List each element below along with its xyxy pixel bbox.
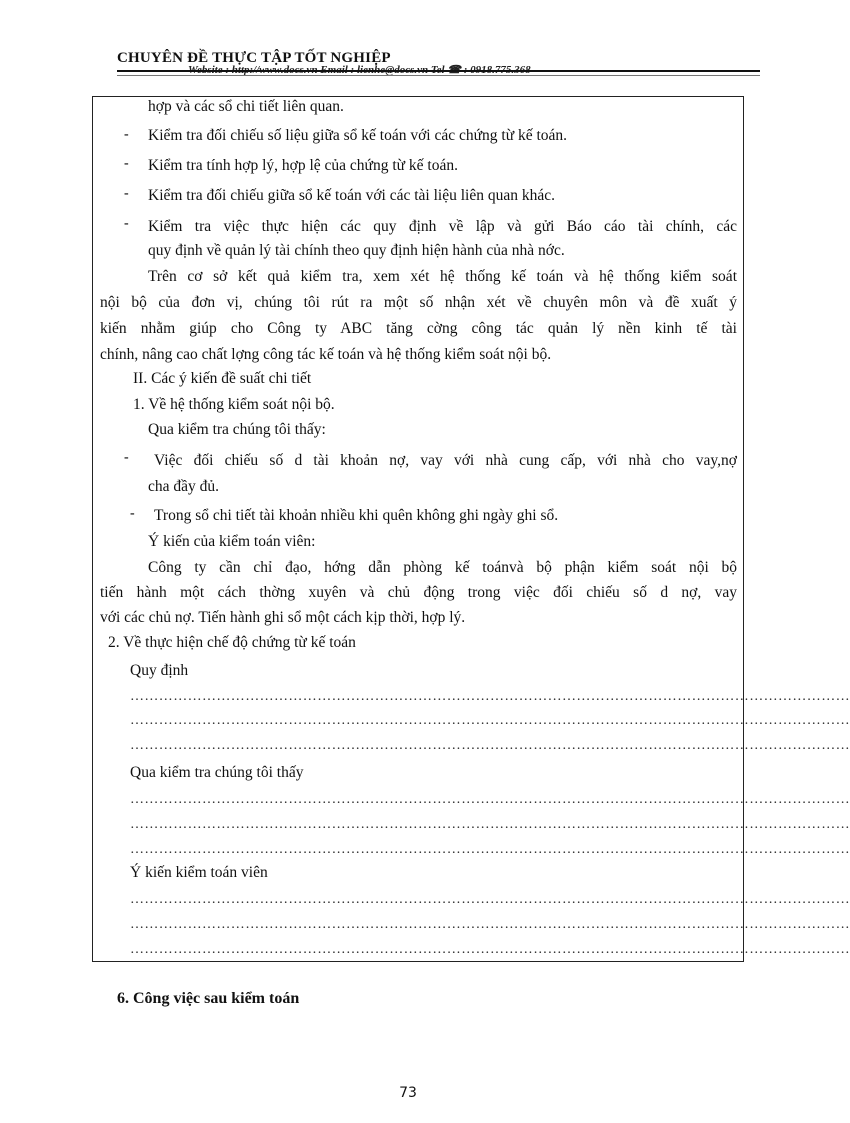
label-quy-dinh: Quy định <box>130 662 189 679</box>
dotted-line: …………………………………………………………………………………………………………………………………… <box>130 892 850 907</box>
dotted-line: …………………………………………………………………………………………………………………………………… <box>130 817 850 832</box>
dotted-line: …………………………………………………………………………………………………………………………………… <box>130 942 850 957</box>
dotted-line: …………………………………………………………………………………………………………………………………… <box>130 917 850 932</box>
bullet-item: Kiểm tra đối chiếu số liệu giữa sổ kế toán với các chứng từ kế toán. <box>148 127 568 144</box>
label-qua-kiem-tra: Qua kiểm tra chúng tôi thấy <box>130 764 304 781</box>
header-rule-thin <box>117 75 760 76</box>
subheading-2: 2. Về thực hiện chế độ chứng từ kế toán <box>108 634 356 651</box>
header-title: CHUYÊN ĐỀ THỰC TẬP TỐT NGHIỆP <box>117 50 391 66</box>
dotted-line: …………………………………………………………………………………………………………………………………… <box>130 842 850 857</box>
dotted-line: …………………………………………………………………………………………………………………………………… <box>130 689 850 704</box>
page-number: 73 <box>399 1085 417 1101</box>
dotted-line: …………………………………………………………………………………………………………………………………… <box>130 738 850 753</box>
text-line: hợp và các sổ chi tiết liên quan. <box>148 98 344 115</box>
dotted-line: …………………………………………………………………………………………………………………………………… <box>130 792 850 807</box>
bullet-mark: - <box>124 156 129 171</box>
bullet-mark: - <box>124 216 129 231</box>
text-line: Ý kiến của kiểm toán viên: <box>148 533 316 550</box>
paragraph-line: nội bộ của đơn vị, chúng tôi rút ra một số nhận xét về chuyên môn và đề xuất ý <box>100 294 737 311</box>
bullet-item-cont: cha đầy đủ. <box>148 478 220 495</box>
bullet-mark: - <box>124 450 129 465</box>
bullet-item: Kiểm tra đối chiếu giữa sổ kế toán với các tài liệu liên quan khác. <box>148 187 555 204</box>
section-heading-6: 6. Công việc sau kiểm toán <box>117 990 300 1007</box>
label-y-kien: Ý kiến kiểm toán viên <box>130 864 268 881</box>
paragraph-line: Công ty cần chỉ đạo, hớng dẫn phòng kế toánvà bộ phận kiểm soát nội bộ <box>148 559 737 576</box>
bullet-item: Trong sổ chi tiết tài khoản nhiều khi quên không ghi ngày ghi sổ. <box>154 507 559 524</box>
bullet-item: Kiểm tra tính hợp lý, hợp lệ của chứng từ kế toán. <box>148 157 458 174</box>
paragraph-line: với các chủ nợ. Tiến hành ghi sổ một cách kịp thời, hợp lý. <box>100 609 466 626</box>
paragraph-line: Trên cơ sở kết quả kiểm tra, xem xét hệ thống kế toán và hệ thống kiểm soát <box>148 268 737 285</box>
bullet-mark: - <box>124 127 129 142</box>
header-rule <box>117 70 760 72</box>
paragraph-line: kiến nhằm giúp cho Công ty ABC tăng cờng công tác quản lý nền kinh tế tài <box>100 320 737 337</box>
subheading-1: 1. Về hệ thống kiểm soát nội bộ. <box>133 396 335 413</box>
header-contact: Website : http://www.docs.vn Email : lienhe@docs.vn Tel ☎ : 0918.775.368 <box>188 64 531 76</box>
paragraph-line: chính, nâng cao chất lợng công tác kế toán và hệ thống kiểm soát nội bộ. <box>100 346 552 363</box>
bullet-item-cont: quy định về quản lý tài chính theo quy định hiện hành của nhà nớc. <box>148 242 565 259</box>
bullet-mark: - <box>124 186 129 201</box>
text-line: Qua kiểm tra chúng tôi thấy: <box>148 421 326 438</box>
paragraph-line: tiến hành một cách thờng xuyên và chủ động trong việc đối chiếu số d nợ, vay <box>100 584 737 601</box>
dotted-line: …………………………………………………………………………………………………………………………………… <box>130 713 850 728</box>
section-heading-ii: II. Các ý kiến đề suất chi tiết <box>133 370 312 387</box>
bullet-item: Việc đối chiếu số d tài khoản nợ, vay với nhà cung cấp, với nhà cho vay,nợ <box>154 452 737 469</box>
bullet-mark: - <box>130 506 135 521</box>
bullet-item: Kiểm tra việc thực hiện các quy định về lập và gửi Báo cáo tài chính, các <box>148 218 737 235</box>
